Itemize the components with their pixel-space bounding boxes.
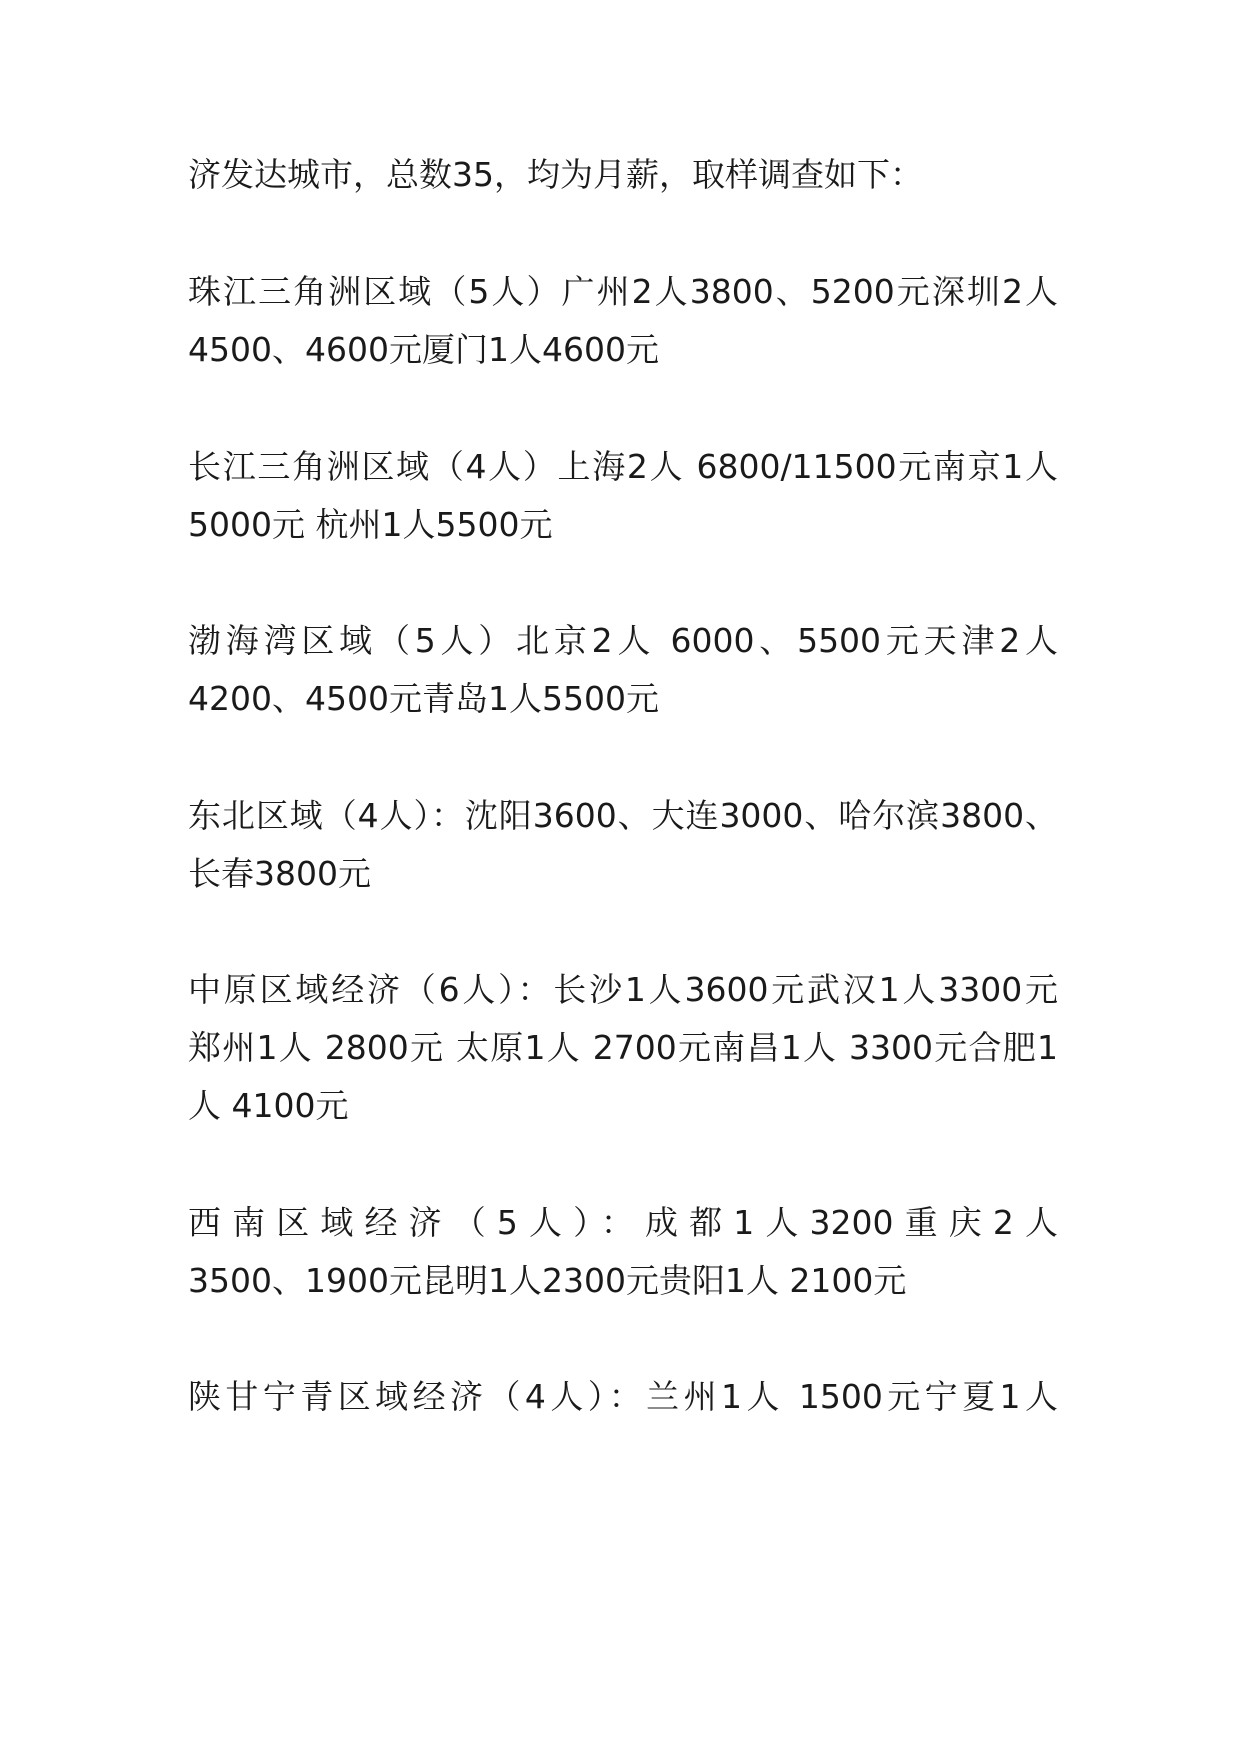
text-line: 4200、4500元青岛1人5500元: [188, 679, 659, 718]
text-line: 4500、4600元厦门1人4600元: [188, 330, 659, 369]
text-line: 人 4100元: [188, 1086, 349, 1125]
text-line: 西南区域经济（5人）：成都1人3200重庆2人: [188, 1203, 1058, 1242]
text-line: 东北区域（4人）：沈阳3600、大连3000、哈尔滨3800、: [188, 796, 1058, 835]
text-line: 陕甘宁青区域经济（4人）：兰州1人 1500元宁夏1人: [188, 1377, 1058, 1416]
text-line: 长春3800元: [188, 854, 371, 893]
text-line: 郑州1人 2800元 太原1人 2700元南昌1人 3300元合肥1: [188, 1028, 1058, 1067]
text-line: 3500、1900元昆明1人2300元贵阳1人 2100元: [188, 1261, 907, 1300]
text-line: 5000元 杭州1人5500元: [188, 505, 553, 544]
text-line: 济发达城市，总数35，均为月薪，取样调查如下：: [188, 155, 923, 194]
text-line: 渤海湾区域（5人）北京2人 6000、5500元天津2人: [188, 621, 1058, 660]
text-line: 长江三角洲区域（4人）上海2人 6800/11500元南京1人: [188, 447, 1058, 486]
text-line: 珠江三角洲区域（5人）广州2人3800、5200元深圳2人: [188, 272, 1058, 311]
text-line: 中原区域经济（6人）：长沙1人3600元武汉1人3300元: [188, 970, 1058, 1009]
